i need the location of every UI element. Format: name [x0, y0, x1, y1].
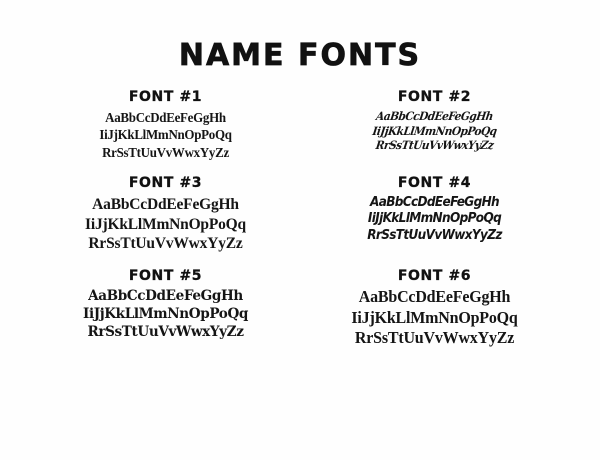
font-samples-grid — [40, 89, 560, 350]
font-sample-line: IiJjKkLlMmNnOpPoQq — [367, 211, 502, 227]
font-sample-line: AaBbCcDdEeFeGgHh — [375, 109, 494, 123]
font-sample-line: RrSsTtUuVvWwxYyZz — [88, 235, 243, 253]
font-sample-line: AaBbCcDdEeFeGgHh — [358, 288, 511, 307]
font-sample-line: RrSsTtUuVvWwxYyZz — [367, 228, 502, 244]
font-sample-line: IiJjKkLlMmNnOpPoQq — [371, 123, 498, 138]
font-label-5: FONT #5 — [128, 268, 203, 285]
page-title: NAME FONTS — [178, 38, 422, 73]
font-sample-line: AaBbCcDdEeFeGgHh — [105, 110, 226, 125]
font-sample-line: IiJjKkLlMmNnOpPoQq — [85, 215, 246, 233]
font-sample-5 — [40, 268, 291, 349]
font-sample-line: IiJjKkLlMmNnOpPoQq — [99, 127, 232, 143]
font-sample-line: RrSsTtUuVvWwxYyZz — [102, 144, 229, 160]
font-sample-6 — [309, 268, 560, 349]
font-sample-line: IiJjKkLlMmNnOpPoQq — [82, 306, 249, 323]
font-sample-line: RrSsTtUuVvWwxYyZz — [374, 138, 495, 153]
font-sample-line: AaBbCcDdEeFeGgHh — [370, 194, 499, 210]
font-label-1: FONT #1 — [128, 89, 203, 105]
font-label-3: FONT #3 — [128, 174, 203, 191]
font-label-6: FONT #6 — [397, 268, 472, 285]
font-sample-line: AaBbCcDdEeFeGgHh — [92, 195, 239, 213]
font-label-4: FONT #4 — [397, 174, 472, 191]
font-sample-2 — [309, 89, 560, 161]
font-sample-line: IiJjKkLlMmNnOpPoQq — [351, 309, 518, 328]
font-sample-line: AaBbCcDdEeFeGgHh — [88, 288, 243, 305]
font-sample-line: RrSsTtUuVvWwxYyZz — [87, 324, 244, 341]
font-label-2: FONT #2 — [397, 89, 472, 105]
font-sample-3 — [40, 175, 291, 254]
font-sample-4 — [309, 175, 560, 254]
font-sample-line: RrSsTtUuVvWwxYyZz — [354, 329, 515, 348]
font-sample-1 — [40, 89, 291, 161]
